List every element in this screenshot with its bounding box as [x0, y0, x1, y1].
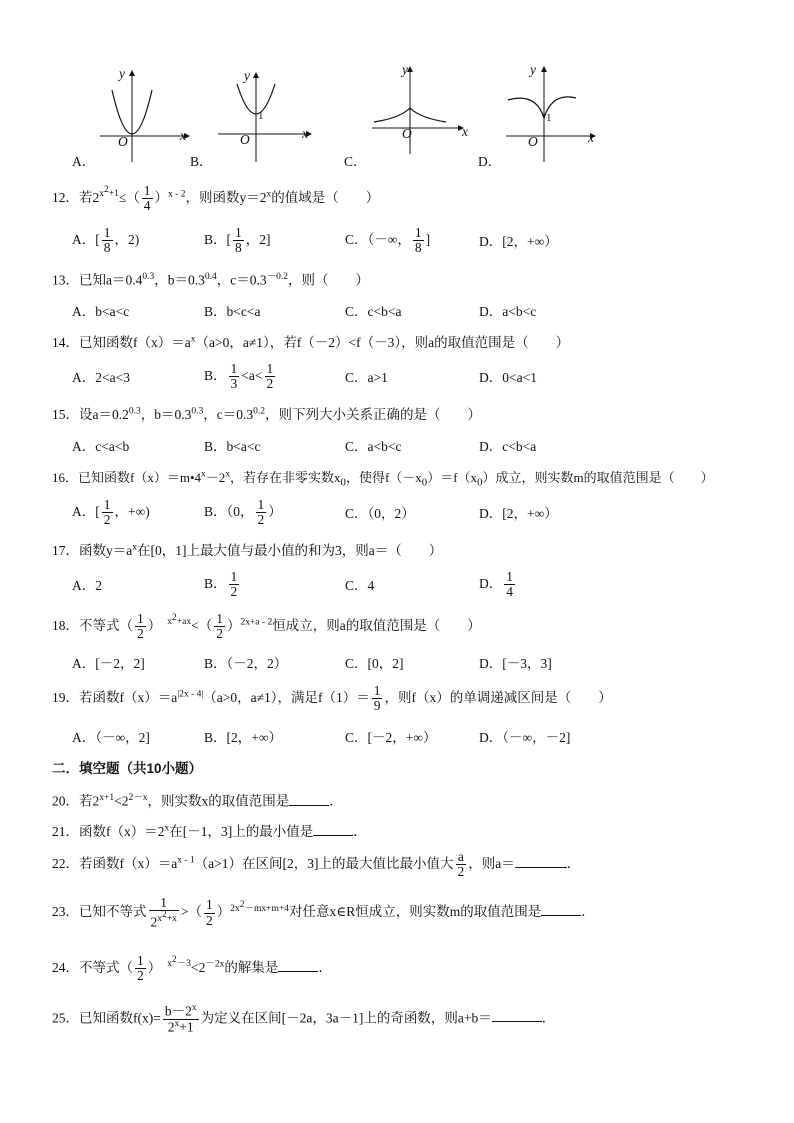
q15-sup-b: 0.3	[191, 406, 204, 417]
q16-option-d[interactable]: D．[2，+∞）	[479, 506, 558, 521]
graph-a-origin: O	[118, 134, 128, 149]
q23-relation: >（	[180, 904, 202, 920]
q22-fraction: $\frac{a}{2}$	[457, 849, 465, 880]
question-19	[52, 684, 612, 713]
opt-label: C．（－∞，	[345, 231, 411, 247]
q14-option-c[interactable]: C．a>1	[345, 370, 388, 385]
q18-sup1: x	[167, 617, 172, 628]
opt-rest: ]	[425, 231, 431, 247]
opt-label: B．	[204, 367, 227, 383]
opt-fraction: $\frac{1}{2}$	[103, 497, 111, 528]
q14-a: 14．已知函数f（x）＝a	[52, 335, 191, 350]
q18-option-b[interactable]: B．（－2，2）	[204, 656, 288, 671]
q15-option-a[interactable]: A．c<a<b	[72, 439, 130, 454]
q23-denominator	[149, 911, 179, 930]
graph-b-origin: O	[240, 132, 250, 147]
q17-options	[72, 569, 772, 600]
q19-options	[72, 726, 772, 748]
q16-e: ）＝f（x	[427, 470, 478, 485]
q23-fraction-1: $\frac{1}{2^{x^2+x}}$	[150, 895, 177, 930]
q21-a: 21．函数f（x）＝2	[52, 824, 165, 839]
q24-close: ）	[147, 959, 162, 975]
q13-d: ，则（ ）	[288, 272, 370, 288]
q19-a: 19．若函数f（x）＝a	[52, 689, 178, 705]
answer-blank[interactable]	[515, 855, 567, 868]
q18-fraction-1: $\frac{1}{2}$	[137, 611, 144, 642]
graph-d-origin: O	[528, 134, 538, 149]
q19-b: （a>0，a≠1），满足f（1）＝	[203, 689, 370, 705]
q24-sup2: 2	[172, 955, 177, 966]
q14-option-b[interactable]	[204, 362, 277, 391]
opt-label: B．（0，	[204, 503, 254, 519]
q21-b: 在[－1，3]上的最小值是	[169, 824, 314, 839]
q17-b: 在[0，1]上最大值与最小值的和为3，则a＝（ ）	[137, 543, 443, 558]
q16-options	[72, 497, 772, 528]
q13-a: 13．已知a＝0.4	[52, 272, 143, 288]
graph-b-x-label: x	[302, 126, 308, 141]
q12-tail-sup: x	[266, 189, 272, 200]
q12-options	[72, 225, 772, 256]
q12-option-b[interactable]	[204, 226, 271, 255]
answer-blank[interactable]	[492, 1009, 542, 1022]
opt-fraction: $\frac{1}{2}$	[230, 569, 238, 600]
q25-fraction	[163, 1004, 199, 1034]
q16-sup-a: x	[201, 469, 206, 480]
q25-numerator	[163, 1004, 199, 1020]
q22-c: ，则a＝	[468, 855, 515, 871]
q15-option-c[interactable]: C．a<b<c	[345, 439, 402, 454]
q23-d-base: 2	[150, 914, 158, 930]
graph-d-letter: D．	[478, 154, 502, 169]
question-18	[52, 612, 481, 641]
q18-fraction-2: $\frac{1}{2}$	[216, 611, 223, 642]
q20-b: <2	[114, 793, 129, 809]
q15-sup-c: 0.2	[253, 406, 265, 417]
graph-a-y-label: y	[119, 66, 125, 81]
graph-b-letter: B．	[190, 154, 213, 169]
opt-mid: <a<	[241, 367, 263, 383]
q14-option-a[interactable]: A．2<a<3	[72, 370, 130, 385]
opt-label: B．	[204, 575, 227, 591]
q25-d-sup: x	[174, 1018, 180, 1029]
q17-sup: x	[132, 542, 137, 553]
q13-option-b[interactable]: B．b<c<a	[204, 304, 261, 319]
q18-options	[72, 652, 772, 674]
q19-option-d[interactable]: D．（－∞，－2]	[479, 730, 571, 745]
q16-sub: 0	[340, 476, 346, 489]
q25-b: 为定义在区间[－2a，3a－1]上的奇函数，则a+b＝	[200, 1010, 492, 1026]
question-23	[52, 896, 595, 930]
q19-fraction: $\frac{1}{9}$	[373, 683, 381, 714]
q12-fraction: $\frac{1}{4}$	[143, 183, 151, 214]
q25-a: 25．已知函数f(x)=	[52, 1010, 161, 1026]
question-12	[52, 184, 379, 213]
q16-option-c[interactable]: C．（0，2）	[345, 506, 415, 521]
q24-a: 24．不等式（	[52, 959, 133, 975]
opt-rest: ，2)	[114, 231, 140, 247]
graph-option-c	[344, 62, 479, 168]
q17-option-a[interactable]: A．2	[72, 578, 102, 593]
q13-option-a[interactable]: A．b<a<c	[72, 304, 130, 319]
graph-option-a	[72, 62, 192, 168]
q13-b: ，b＝0.3	[154, 272, 205, 288]
graph-d-x-label: x	[588, 130, 594, 145]
question-21	[52, 820, 367, 840]
q16-f: ）成立，则实数m的取值范围是（ ）	[482, 470, 714, 485]
q12-relation: ≤（	[118, 189, 140, 205]
q12-option-d[interactable]: D．[2，+∞）	[479, 234, 558, 249]
q16-sup-b: x	[225, 469, 231, 480]
q15-option-b[interactable]: B．b<a<c	[204, 439, 261, 454]
graph-c-letter: C．	[344, 154, 367, 169]
q18-option-a[interactable]: A．[－2，2]	[72, 656, 145, 671]
q18-sup1b: 2	[172, 613, 177, 624]
q18-tail: 恒成立，则a的取值范围是（ ）	[272, 617, 481, 633]
question-15	[52, 403, 481, 423]
q16-option-a[interactable]	[72, 498, 150, 527]
q25-d-rest: +1	[179, 1019, 194, 1035]
q24-b: <2	[191, 959, 206, 975]
q22-a: 22．若函数f（x）＝a	[52, 855, 178, 871]
q23-close: ）	[216, 904, 231, 920]
q13-sup-b: 0.4	[204, 272, 217, 282]
question-14	[52, 331, 569, 351]
q16-sub3: 0	[477, 476, 483, 489]
q13-options	[72, 300, 772, 322]
question-17	[52, 539, 442, 559]
q20-c: ，则实数x的取值范围是	[147, 793, 290, 809]
q13-sup-c: －0.2	[266, 272, 289, 282]
q17-option-c[interactable]: C．4	[345, 578, 375, 593]
q25-d: 2	[167, 1019, 175, 1035]
opt-fraction: $\frac{1}{3}$	[230, 361, 238, 392]
q16-sub2: 0	[421, 476, 428, 489]
answer-blank[interactable]	[289, 793, 329, 806]
graph-c-origin: O	[402, 126, 412, 141]
opt-label: B．[	[204, 231, 231, 247]
graph-a-letter: A．	[72, 154, 96, 169]
graph-d-y-label: y	[530, 62, 536, 77]
q15-c: ，c＝0.3	[203, 407, 254, 422]
question-22	[52, 850, 580, 879]
opt-label: D．	[479, 575, 503, 591]
q18-sup2: 2x+a - 2	[240, 617, 273, 628]
q23-a: 23．已知不等式	[52, 904, 147, 920]
q23-d-sup3: +x	[166, 914, 177, 925]
q23-sup2: 2	[239, 899, 245, 910]
q22-end: ．	[566, 855, 581, 871]
q15-options	[72, 435, 772, 457]
q12-exp: x	[99, 189, 104, 200]
q20-sup-a: x+1	[99, 793, 115, 803]
question-20	[52, 789, 343, 810]
opt-fraction: $\frac{1}{2}$	[257, 497, 265, 528]
q15-option-d[interactable]: D．c<b<a	[479, 439, 537, 454]
q18-a: 18．不等式（	[52, 617, 133, 633]
q24-end: ．	[318, 959, 332, 975]
graph-option-d	[478, 62, 608, 168]
graph-b-mark: 1	[258, 110, 264, 122]
answer-blank[interactable]	[313, 823, 353, 836]
q15-sup-a: 0.3	[128, 406, 141, 417]
q14-b: （a>0，a≠1），若f（－2）<f（－3），则a的取值范围是（ ）	[195, 335, 570, 350]
graph-c-y-label: y	[402, 62, 408, 77]
q13-sup-a: 0.3	[142, 272, 155, 282]
q13-option-c[interactable]: C．c<b<a	[345, 304, 402, 319]
q25-n-sup: x	[191, 1003, 197, 1013]
q18-option-c[interactable]: C．[0，2]	[345, 656, 404, 671]
opt-label: A．[	[72, 503, 100, 519]
q12-option-a[interactable]	[72, 226, 139, 255]
q18-sup1c: +ax	[176, 617, 192, 628]
q24-sup-b: －2x	[205, 959, 225, 970]
q16-d: ，使得f（－x	[345, 470, 422, 485]
q20-sup-b: 2－x	[128, 793, 148, 803]
opt-fraction: $\frac{1}{4}$	[506, 569, 513, 600]
opt-fraction: $\frac{1}{2}$	[266, 361, 274, 392]
q17-a: 17．函数y＝a	[52, 543, 133, 558]
q12-exp-square: 2	[104, 185, 109, 196]
question-24	[52, 954, 332, 983]
q19-option-a[interactable]: A．（－∞，2]	[72, 730, 150, 745]
q16-a: 16．已知函数f（x）＝m•4	[52, 470, 201, 485]
graph-c-x-label: x	[462, 124, 468, 139]
question-25	[52, 1004, 555, 1034]
q18-option-d[interactable]: D．[－3，3]	[479, 656, 552, 671]
q23-b: 对任意x∈R恒成立，则实数m的取值范围是	[288, 904, 542, 920]
q23-d-sup2: 2	[162, 910, 167, 921]
q18-close1: ）	[147, 617, 162, 633]
q23-sup: 2x	[230, 903, 240, 914]
question-16	[52, 467, 714, 489]
q12-base: 2	[92, 189, 100, 205]
q14-options	[72, 361, 772, 392]
q12-exp-plus: +1	[108, 189, 119, 200]
graph-a-x-label: x	[180, 128, 186, 143]
question-13	[52, 268, 369, 289]
section-title-fill-in: 二．填空题（共10小题）	[52, 761, 203, 776]
q13-option-d[interactable]: D．a<b<c	[479, 304, 537, 319]
q24-sup: x	[167, 959, 172, 970]
opt-fraction: $\frac{1}{8}$	[103, 225, 111, 256]
q24-fraction: $\frac{1}{2}$	[137, 953, 144, 984]
opt-rest: ，+∞)	[114, 503, 150, 519]
graph-d-mark: 1	[546, 112, 552, 124]
q15-b: ，b＝0.3	[140, 407, 192, 422]
q20-end: ．	[329, 793, 343, 809]
q17-option-d[interactable]	[479, 570, 517, 599]
q22-b: （a>1）在区间[2，3]上的最大值比最小值大	[194, 855, 454, 871]
q15-d: ，则下列大小关系正确的是（ ）	[265, 407, 481, 422]
q13-c: ，c＝0.3	[216, 272, 267, 288]
q16-b: －2	[205, 470, 226, 485]
q25-n: b－2	[164, 1003, 192, 1019]
q24-sup3: －3	[176, 959, 192, 970]
q21-end: ．	[353, 824, 367, 839]
opt-fraction: $\frac{1}{8}$	[414, 225, 422, 256]
q14-option-d[interactable]: D．0<a<1	[479, 370, 537, 385]
q12-close: ）	[154, 189, 169, 205]
q12-exp2: x - 2	[168, 189, 186, 200]
q21-sup: x	[164, 823, 170, 834]
q12-prefix: 12．若	[52, 189, 93, 205]
opt-rest: ）	[268, 503, 282, 519]
graph-b-y-label: y	[244, 68, 250, 83]
q20-a: 20．若2	[52, 793, 100, 809]
q23-fraction-2: $\frac{1}{2}$	[205, 897, 213, 928]
q22-sup: x - 1	[177, 855, 195, 866]
q24-c: 的解集是	[224, 959, 279, 975]
q23-sup3: －mx+m+4	[244, 903, 289, 914]
answer-blank[interactable]	[278, 959, 318, 972]
q12-tail: ，则函数y＝2	[185, 189, 267, 205]
q18-close2: ）	[226, 617, 241, 633]
q19-option-c[interactable]: C．[－2，+∞）	[345, 730, 437, 745]
graph-option-b	[190, 62, 320, 168]
q16-c: ，若存在非零实数x	[230, 470, 341, 485]
q14-sup: x	[190, 334, 196, 345]
q23-d-sup: x	[157, 914, 162, 925]
q25-denominator	[163, 1020, 199, 1035]
q12-option-c[interactable]	[345, 226, 430, 255]
q16-option-b[interactable]	[204, 498, 282, 527]
q15-a: 15．设a＝0.2	[52, 407, 129, 422]
q19-sup: |2x - 4|	[177, 689, 204, 700]
q25-end: ．	[541, 1010, 556, 1026]
opt-rest: ，2]	[245, 231, 271, 247]
answer-blank[interactable]	[541, 903, 581, 916]
q19-c: ，则f（x）的单调递减区间是（ ）	[384, 689, 612, 705]
q18-relation: <（	[191, 617, 213, 633]
opt-label: A．[	[72, 231, 100, 247]
q17-option-b[interactable]	[204, 570, 241, 599]
q23-end: ．	[581, 904, 595, 920]
opt-fraction: $\frac{1}{8}$	[235, 225, 242, 256]
q12-tail2: 的值域是（ ）	[271, 189, 380, 205]
q19-option-b[interactable]: B．[2，+∞）	[204, 730, 282, 745]
